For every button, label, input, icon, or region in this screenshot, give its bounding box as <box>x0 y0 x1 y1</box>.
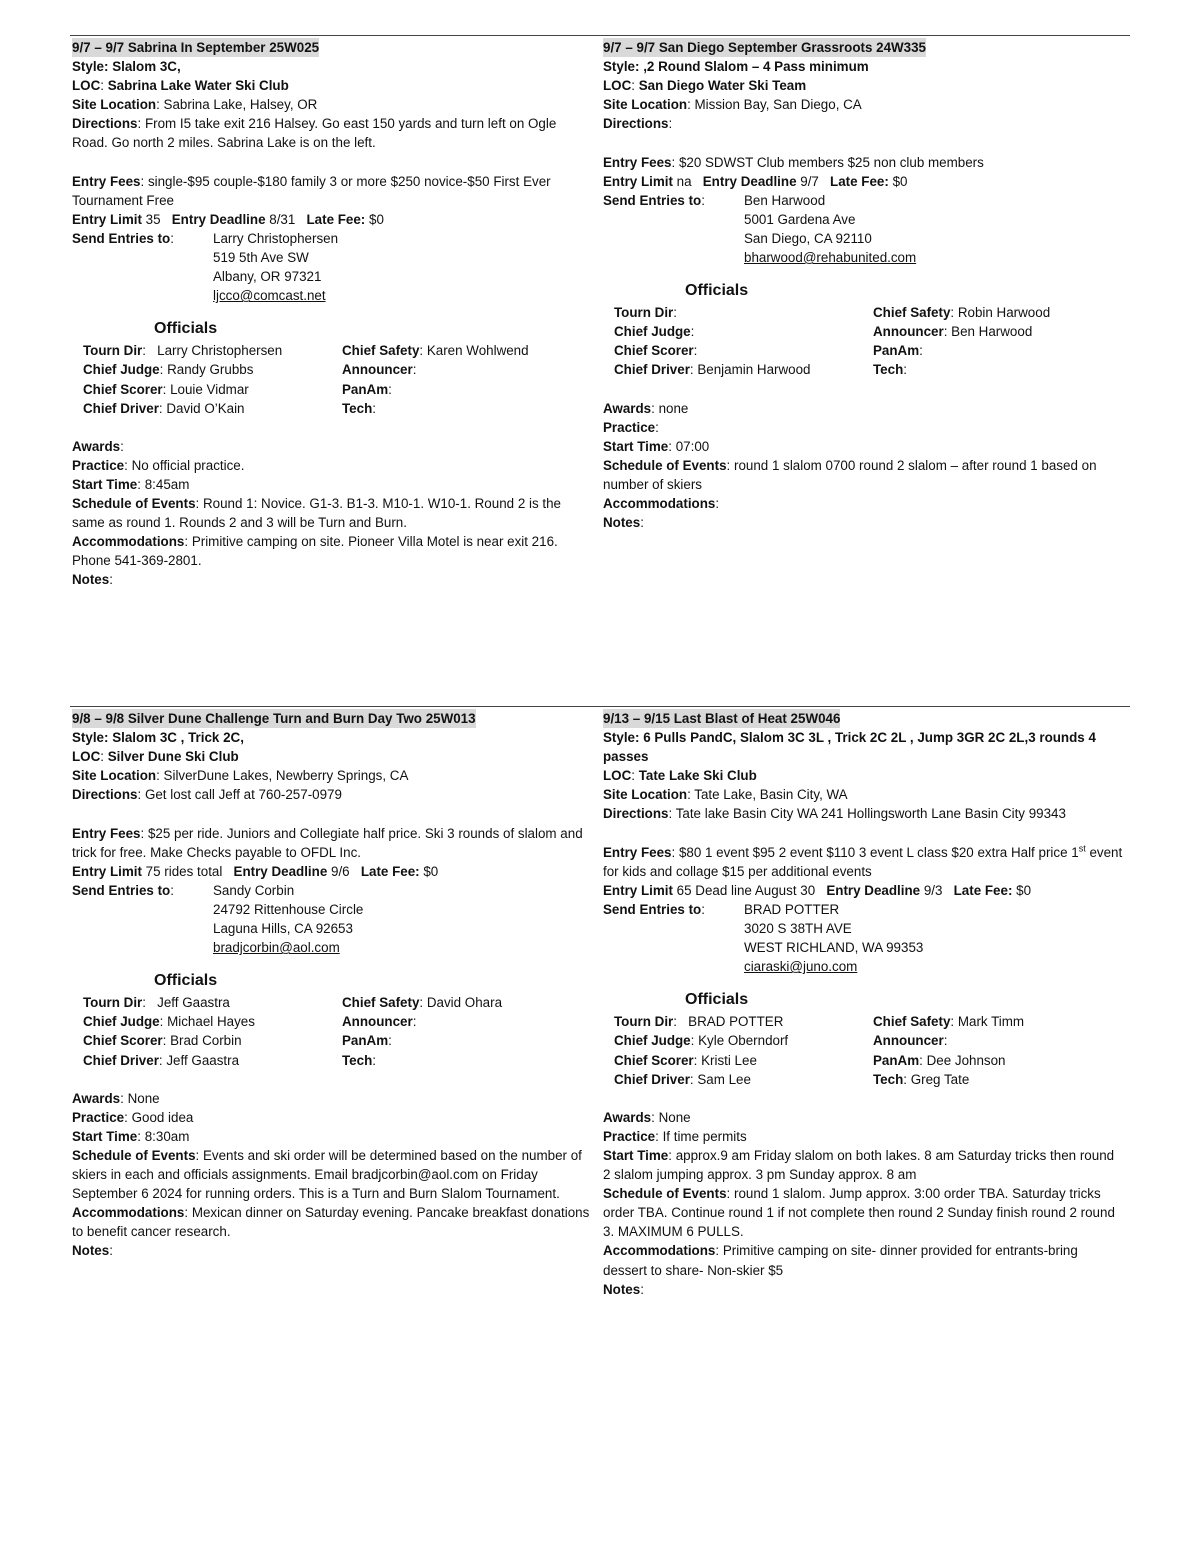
field-style: Slalom 3C, <box>112 59 181 75</box>
notes-line: Notes: <box>603 515 644 531</box>
field-style: Slalom 3C , Trick 2C, <box>112 730 244 746</box>
officials-heading: Officials <box>685 282 749 300</box>
field-site: Tate Lake, Basin City, WA <box>694 787 848 803</box>
label-directions: Directions <box>603 806 669 822</box>
label-chief-safety: Chief Safety <box>873 305 951 321</box>
schedule-line: Schedule of Events: Round 1: Novice. G1-3. B1-3. M10-1. W10-1. Round 2 is the same as round 1. Rounds 2 and 3 will be Turn and Burn. <box>72 496 561 531</box>
accommodations-line: Accommodations: Primitive camping on site. Pioneer Villa Motel is near exit 216. Phone 541-369-2801. <box>72 534 558 569</box>
field-officials-tourn-dir: Larry Christophersen <box>157 343 283 359</box>
site-line: Site Location: SilverDune Lakes, Newberry Springs, CA <box>72 768 409 784</box>
send-city: WEST RICHLAND, WA 99353 <box>744 940 924 956</box>
field-officials-chief-safety: Robin Harwood <box>957 305 1051 321</box>
field-officials-chief-scorer: Louie Vidmar <box>170 381 249 397</box>
field-accommodations: Primitive camping on site. Pioneer Villa Motel is near exit 216. Phone 541-369-2801. <box>72 534 558 569</box>
field-directions: From I5 take exit 216 Halsey. Go east 150 yards and turn left on Ogle Road. Go north 2 miles. Sabrina Lake is on the left. <box>72 116 557 151</box>
send-entries: Send Entries to: Sandy Corbin 24792 Rittenhouse Circle Laguna Hills, CA 92653 bradjcorbin@aol.com <box>72 881 592 957</box>
entry-limit-line <box>72 210 592 229</box>
event-san-diego-grassroots <box>603 38 1123 532</box>
field-officials-chief-driver: David O’Kain <box>166 400 245 416</box>
accommodations-line: Accommodations: Mexican dinner on Saturday evening. Pancake breakfast donations to benefit cancer research. <box>72 1205 590 1240</box>
loc-line: LOC: San Diego Water Ski Team <box>603 78 807 94</box>
label-late-fee: Late Fee: <box>830 173 889 189</box>
officials-grid: Tourn Dir: Jeff Gaastra Chief Safety: David Ohara Chief Judge: Michael Hayes Announcer: Chief Scorer: Brad Corbin PanAm: Chief Driver: Jeff Gaastra Tech: <box>83 995 503 1068</box>
send-street: 519 5th Ave SW <box>213 250 309 266</box>
label-chief-judge: Chief Judge <box>614 1033 691 1049</box>
field-fees: single-$95 couple-$180 family 3 or more $250 novice-$50 First Ever Tournament Free <box>72 173 551 208</box>
directions-line: Directions: <box>603 116 673 132</box>
label-schedule: Schedule of Events <box>72 1147 196 1163</box>
send-name: Larry Christophersen <box>213 230 339 246</box>
label-tourn-dir: Tourn Dir <box>83 995 143 1011</box>
style-line <box>603 57 1123 76</box>
site-line: Site Location: Mission Bay, San Diego, CA <box>603 97 862 113</box>
label-panam: PanAm <box>873 1052 920 1068</box>
directions-line: Directions: Get lost call Jeff at 760-257-0979 <box>72 787 342 803</box>
field-limit: na <box>676 173 692 189</box>
field-awards: None <box>658 1109 691 1125</box>
label-panam: PanAm <box>342 381 389 397</box>
entry-fees-line: Entry Fees: single-$95 couple-$180 family 3 or more $250 novice-$50 First Ever Tournament Free <box>72 173 551 208</box>
label-accommodations: Accommodations <box>603 496 716 512</box>
field-officials-panam: Dee Johnson <box>926 1052 1006 1068</box>
field-start: approx.9 am Friday slalom on both lakes. 8 am Saturday tricks then round 2 slalom jumping approx. 3 pm Sunday approx. 8 am <box>603 1147 1115 1183</box>
site-line: Site Location: Sabrina Lake, Halsey, OR <box>72 97 318 113</box>
field-deadline: 9/7 <box>800 173 819 189</box>
style-line <box>72 57 592 76</box>
label-accommodations: Accommodations <box>72 1205 185 1221</box>
email-link[interactable]: ljcco@comcast.net <box>213 288 326 304</box>
field-fees-tail: event for kids and collage $15 per additional events <box>603 844 1123 879</box>
field-site: Mission Bay, San Diego, CA <box>694 97 862 113</box>
notes-line: Notes: <box>603 1281 644 1297</box>
label-practice: Practice <box>603 1128 656 1144</box>
label-practice: Practice <box>603 419 656 435</box>
site-line: Site Location: Tate Lake, Basin City, WA <box>603 787 848 803</box>
field-officials-chief-judge: Kyle Oberndorf <box>698 1033 789 1049</box>
field-loc: Sabrina Lake Water Ski Club <box>107 78 289 94</box>
field-officials-tourn-dir: BRAD POTTER <box>688 1014 784 1030</box>
label-late-fee: Late Fee: <box>360 863 420 879</box>
field-officials-chief-scorer: Brad Corbin <box>170 1033 242 1049</box>
label-awards: Awards <box>72 1090 121 1106</box>
start-time-line: Start Time: 8:45am <box>72 476 190 492</box>
officials-heading: Officials <box>154 972 218 990</box>
event-last-blast-of-heat <box>603 709 1123 1299</box>
label-late-fee: Late Fee: <box>306 211 366 227</box>
field-directions: Get lost call Jeff at 760-257-0979 <box>144 787 342 803</box>
send-street: 3020 S 38TH AVE <box>744 921 852 937</box>
loc-line: LOC: Tate Lake Ski Club <box>603 768 757 784</box>
start-time-line: Start Time: 07:00 <box>603 438 710 454</box>
label-style: Style: <box>603 59 640 75</box>
email-link[interactable]: bharwood@rehabunited.com <box>744 250 917 266</box>
field-site: SilverDune Lakes, Newberry Springs, CA <box>163 768 409 784</box>
field-officials-chief-driver: Sam Lee <box>697 1071 751 1087</box>
label-chief-scorer: Chief Scorer <box>83 1033 163 1049</box>
label-announcer: Announcer <box>342 362 413 378</box>
field-officials-tourn-dir: Jeff Gaastra <box>157 995 230 1011</box>
field-accommodations: Primitive camping on site- dinner provided for entrants-bring dessert to share- Non-skier $5 <box>603 1243 1078 1278</box>
field-officials-chief-judge: Randy Grubbs <box>167 362 254 378</box>
field-late-fee: $0 <box>423 863 439 879</box>
label-fees: Entry Fees <box>603 154 672 170</box>
field-officials-announcer: Ben Harwood <box>951 324 1033 340</box>
label-style: Style: <box>72 730 109 746</box>
field-practice: Good idea <box>131 1109 194 1125</box>
label-deadline: Entry Deadline <box>171 211 266 227</box>
accommodations-line: Accommodations: Primitive camping on site- dinner provided for entrants-bring dessert to share- Non-skier $5 <box>603 1243 1078 1278</box>
field-officials-tech: Greg Tate <box>910 1071 970 1087</box>
field-start: 8:45am <box>144 476 190 492</box>
style-line <box>603 728 1123 766</box>
field-fees: $80 1 event $95 2 event $110 3 event L class $20 extra Half price 1 <box>678 844 1079 860</box>
field-officials-chief-judge: Michael Hayes <box>167 1014 255 1030</box>
label-limit: Entry Limit <box>72 863 142 879</box>
label-limit: Entry Limit <box>72 211 142 227</box>
label-notes: Notes <box>603 1281 641 1297</box>
officials-grid: Tourn Dir: Chief Safety: Robin Harwood Chief Judge: Announcer: Ben Harwood Chief Scorer: PanAm: Chief Driver: Benjamin Harwood Tech: <box>614 305 1051 378</box>
field-loc: Tate Lake Ski Club <box>638 768 757 784</box>
directions-line: Directions: Tate lake Basin City WA 241 Hollingsworth Lane Basin City 99343 <box>603 806 1066 822</box>
label-chief-driver: Chief Driver <box>614 1071 690 1087</box>
field-limit: 35 <box>145 211 161 227</box>
label-late-fee: Late Fee: <box>953 882 1013 898</box>
label-chief-safety: Chief Safety <box>873 1014 951 1030</box>
label-start: Start Time <box>72 476 138 492</box>
label-send: Send Entries to <box>603 192 702 208</box>
label-awards: Awards <box>603 1109 652 1125</box>
label-tech: Tech <box>873 362 904 378</box>
field-fees-sup: st <box>1078 843 1086 854</box>
directions-line: Directions: From I5 take exit 216 Halsey. Go east 150 yards and turn left on Ogle Road. Go north 2 miles. Sabrina Lake is on the left. <box>72 116 557 151</box>
send-entries: Send Entries to: BRAD POTTER 3020 S 38TH AVE WEST RICHLAND, WA 99353 ciaraski@juno.com <box>603 900 1123 976</box>
label-tech: Tech <box>873 1071 904 1087</box>
event-title: 9/7 – 9/7 Sabrina In September 25W025 <box>72 38 319 57</box>
officials-heading: Officials <box>685 991 749 1009</box>
practice-line: Practice: <box>603 419 659 435</box>
loc-line: LOC: Sabrina Lake Water Ski Club <box>72 78 289 94</box>
field-limit: 75 rides total <box>145 863 223 879</box>
notes-line: Notes: <box>72 1243 113 1259</box>
label-tourn-dir: Tourn Dir <box>614 1014 674 1030</box>
field-style: 6 Pulls PandC, Slalom 3C 3L , Trick 2C 2L , Jump 3GR 2C 2L,3 rounds 4 passes <box>603 730 1096 765</box>
start-time-line: Start Time: 8:30am <box>72 1128 190 1144</box>
field-deadline: 9/3 <box>923 882 943 898</box>
label-limit: Entry Limit <box>603 173 673 189</box>
start-time-line: Start Time: approx.9 am Friday slalom on both lakes. 8 am Saturday tricks then round 2 slalom jumping approx. 3 pm Sunday approx. 8 am <box>603 1147 1115 1183</box>
field-start: 07:00 <box>675 438 710 454</box>
field-officials-chief-safety: Karen Wohlwend <box>426 343 529 359</box>
field-fees: $20 SDWST Club members $25 non club members <box>678 154 984 170</box>
send-street: 24792 Rittenhouse Circle <box>213 901 364 917</box>
label-announcer: Announcer <box>342 1014 413 1030</box>
field-directions: Tate lake Basin City WA 241 Hollingsworth Lane Basin City 99343 <box>675 806 1066 822</box>
label-chief-safety: Chief Safety <box>342 343 420 359</box>
label-loc: LOC <box>72 78 101 94</box>
label-chief-driver: Chief Driver <box>83 400 159 416</box>
loc-line: LOC: Silver Dune Ski Club <box>72 749 239 765</box>
entry-fees-line: Entry Fees: $20 SDWST Club members $25 non club members <box>603 154 984 170</box>
label-loc: LOC <box>603 768 632 784</box>
field-officials-chief-scorer: Kristi Lee <box>701 1052 757 1068</box>
entry-limit-line <box>603 172 1123 191</box>
label-schedule: Schedule of Events <box>603 1186 727 1202</box>
label-awards: Awards <box>72 438 121 454</box>
field-awards: none <box>658 400 689 416</box>
field-site: Sabrina Lake, Halsey, OR <box>163 97 318 113</box>
label-start: Start Time <box>603 1147 669 1163</box>
field-schedule: round 1 slalom. Jump approx. 3:00 order TBA. Saturday tricks order TBA. Continue round 1 if not complete then round 2 Sunday finish round 2 round 3. MAXIMUM 6 PULLS. <box>603 1186 1115 1240</box>
label-chief-scorer: Chief Scorer <box>83 381 163 397</box>
officials-grid: Tourn Dir: Larry Christophersen Chief Safety: Karen Wohlwend Chief Judge: Randy Grubbs Announcer: Chief Scorer: Louie Vidmar PanAm: Chief Driver: David O’Kain Tech: <box>83 343 529 416</box>
top-divider <box>70 35 1130 36</box>
label-send: Send Entries to <box>72 882 171 898</box>
label-announcer: Announcer <box>873 324 944 340</box>
entry-limit-line <box>72 862 592 881</box>
label-announcer: Announcer <box>873 1033 944 1049</box>
label-site: Site Location <box>603 787 688 803</box>
label-directions: Directions <box>72 116 138 132</box>
field-deadline: 9/6 <box>331 863 350 879</box>
label-fees: Entry Fees <box>603 844 672 860</box>
send-name: BRAD POTTER <box>744 901 840 917</box>
label-directions: Directions <box>603 116 669 132</box>
field-loc: San Diego Water Ski Team <box>638 78 807 94</box>
field-limit: 65 Dead line August 30 <box>676 882 816 898</box>
label-schedule: Schedule of Events <box>603 457 727 473</box>
label-panam: PanAm <box>342 1033 389 1049</box>
entry-fees-line: Entry Fees: $80 1 event $95 2 event $110 3 event L class $20 extra Half price 1st event for kids and collage $15 per additional events <box>603 843 1123 879</box>
label-send: Send Entries to <box>72 230 171 246</box>
label-panam: PanAm <box>873 343 920 359</box>
field-awards: None <box>127 1090 160 1106</box>
field-officials-chief-driver: Benjamin Harwood <box>697 362 811 378</box>
label-loc: LOC <box>603 78 632 94</box>
officials-heading: Officials <box>154 320 218 338</box>
label-site: Site Location <box>603 97 688 113</box>
field-practice: No official practice. <box>131 457 245 473</box>
label-loc: LOC <box>72 749 101 765</box>
field-style: ,2 Round Slalom – 4 Pass minimum <box>643 59 869 75</box>
practice-line: Practice: No official practice. <box>72 457 245 473</box>
field-fees: $25 per ride. Juniors and Collegiate half price. Ski 3 rounds of slalom and trick for free. Make Checks payable to OFDL Inc. <box>72 825 583 860</box>
event-sabrina-in-september <box>72 38 592 590</box>
label-schedule: Schedule of Events <box>72 496 196 512</box>
label-deadline: Entry Deadline <box>702 173 797 189</box>
style-line <box>72 728 592 747</box>
label-notes: Notes <box>72 572 110 588</box>
label-deadline: Entry Deadline <box>233 863 328 879</box>
label-chief-scorer: Chief Scorer <box>614 1052 694 1068</box>
awards-line: Awards: none <box>603 400 689 416</box>
label-chief-judge: Chief Judge <box>614 324 691 340</box>
label-chief-driver: Chief Driver <box>614 362 690 378</box>
label-chief-driver: Chief Driver <box>83 1052 159 1068</box>
field-schedule: Events and ski order will be determined based on the number of skiers in each and officials assignments. Email bradjcorbin@aol.com on Friday September 6 2024 for running orders. This is a Turn and Burn Slalom Tournament. <box>72 1147 582 1202</box>
send-name: Ben Harwood <box>744 192 826 208</box>
label-chief-scorer: Chief Scorer <box>614 343 694 359</box>
event-title: 9/7 – 9/7 San Diego September Grassroots 24W335 <box>603 38 926 57</box>
field-officials-chief-safety: Mark Timm <box>957 1014 1025 1030</box>
label-tech: Tech <box>342 1052 373 1068</box>
label-chief-safety: Chief Safety <box>342 995 420 1011</box>
label-practice: Practice <box>72 457 125 473</box>
label-notes: Notes <box>603 515 641 531</box>
label-accommodations: Accommodations <box>603 1243 716 1259</box>
email-link[interactable]: ciaraski@juno.com <box>744 959 858 975</box>
field-loc: Silver Dune Ski Club <box>107 749 239 765</box>
label-tourn-dir: Tourn Dir <box>614 305 674 321</box>
field-late-fee: $0 <box>369 211 384 227</box>
field-start: 8:30am <box>144 1128 190 1144</box>
awards-line: Awards: None <box>603 1109 691 1125</box>
label-deadline: Entry Deadline <box>826 882 921 898</box>
send-name: Sandy Corbin <box>213 882 295 898</box>
awards-line: Awards: None <box>72 1090 160 1106</box>
label-limit: Entry Limit <box>603 882 673 898</box>
label-start: Start Time <box>72 1128 138 1144</box>
event-title: 9/8 – 9/8 Silver Dune Challenge Turn and Burn Day Two 25W013 <box>72 709 476 728</box>
schedule-line: Schedule of Events: round 1 slalom. Jump approx. 3:00 order TBA. Saturday tricks order TBA. Continue round 1 if not complete then round 2 Sunday finish round 2 round 3. MAXIMUM 6 PULLS. <box>603 1186 1115 1240</box>
entry-fees-line: Entry Fees: $25 per ride. Juniors and Collegiate half price. Ski 3 rounds of slalom and trick for free. Make Checks payable to OFDL Inc. <box>72 825 583 860</box>
label-site: Site Location <box>72 768 157 784</box>
email-link[interactable]: bradjcorbin@aol.com <box>213 940 340 956</box>
middle-divider <box>70 706 1130 707</box>
label-practice: Practice <box>72 1109 125 1125</box>
practice-line: Practice: If time permits <box>603 1128 747 1144</box>
label-tourn-dir: Tourn Dir <box>83 343 143 359</box>
label-directions: Directions <box>72 787 138 803</box>
send-street: 5001 Gardena Ave <box>744 211 856 227</box>
field-officials-chief-driver: Jeff Gaastra <box>166 1052 240 1068</box>
send-city: San Diego, CA 92110 <box>744 230 872 246</box>
label-start: Start Time <box>603 438 669 454</box>
event-title: 9/13 – 9/15 Last Blast of Heat 25W046 <box>603 709 840 728</box>
label-style: Style: <box>72 59 109 75</box>
awards-line: Awards: <box>72 438 124 454</box>
label-chief-judge: Chief Judge <box>83 362 160 378</box>
send-entries: Send Entries to: Ben Harwood 5001 Gardena Ave San Diego, CA 92110 bharwood@rehabunited.com <box>603 191 1123 267</box>
entry-limit-line <box>603 881 1123 900</box>
schedule-line: Schedule of Events: round 1 slalom 0700 round 2 slalom – after round 1 based on number of skiers <box>603 457 1097 492</box>
label-notes: Notes <box>72 1243 110 1259</box>
field-schedule: Round 1: Novice. G1-3. B1-3. M10-1. W10-1. Round 2 is the same as round 1. Rounds 2 and 3 will be Turn and Burn. <box>72 496 561 531</box>
label-chief-judge: Chief Judge <box>83 1014 160 1030</box>
label-fees: Entry Fees <box>72 173 141 189</box>
label-awards: Awards <box>603 400 652 416</box>
label-tech: Tech <box>342 400 373 416</box>
notes-line: Notes: <box>72 572 113 588</box>
label-accommodations: Accommodations <box>72 534 185 550</box>
send-city: Laguna Hills, CA 92653 <box>213 921 353 937</box>
schedule-line: Schedule of Events: Events and ski order will be determined based on the number of skiers in each and officials assignments. Email bradjcorbin@aol.com on Friday September 6 2024 for running orders. This is a Turn and Burn Slalom Tournament. <box>72 1147 582 1202</box>
field-late-fee: $0 <box>1016 882 1032 898</box>
event-silver-dune-challenge <box>72 709 592 1261</box>
field-late-fee: $0 <box>892 173 908 189</box>
send-entries: Send Entries to: Larry Christophersen 519 5th Ave SW Albany, OR 97321 ljcco@comcast.net <box>72 229 592 305</box>
label-style: Style: <box>603 730 640 746</box>
field-accommodations: Mexican dinner on Saturday evening. Pancake breakfast donations to benefit cancer research. <box>72 1205 590 1240</box>
field-deadline: 8/31 <box>269 211 296 227</box>
label-site: Site Location <box>72 97 157 113</box>
label-send: Send Entries to <box>603 901 702 917</box>
accommodations-line: Accommodations: <box>603 496 720 512</box>
field-practice: If time permits <box>662 1128 747 1144</box>
label-fees: Entry Fees <box>72 825 141 841</box>
send-city: Albany, OR 97321 <box>213 269 322 285</box>
officials-grid: Tourn Dir: BRAD POTTER Chief Safety: Mark Timm Chief Judge: Kyle Oberndorf Announcer: Chief Scorer: Kristi Lee PanAm: Dee Johnson Chief Driver: Sam Lee Tech: Greg Tate <box>614 1014 1025 1087</box>
practice-line: Practice: Good idea <box>72 1109 194 1125</box>
field-officials-chief-safety: David Ohara <box>426 995 503 1011</box>
field-schedule: round 1 slalom 0700 round 2 slalom – after round 1 based on number of skiers <box>603 457 1097 492</box>
